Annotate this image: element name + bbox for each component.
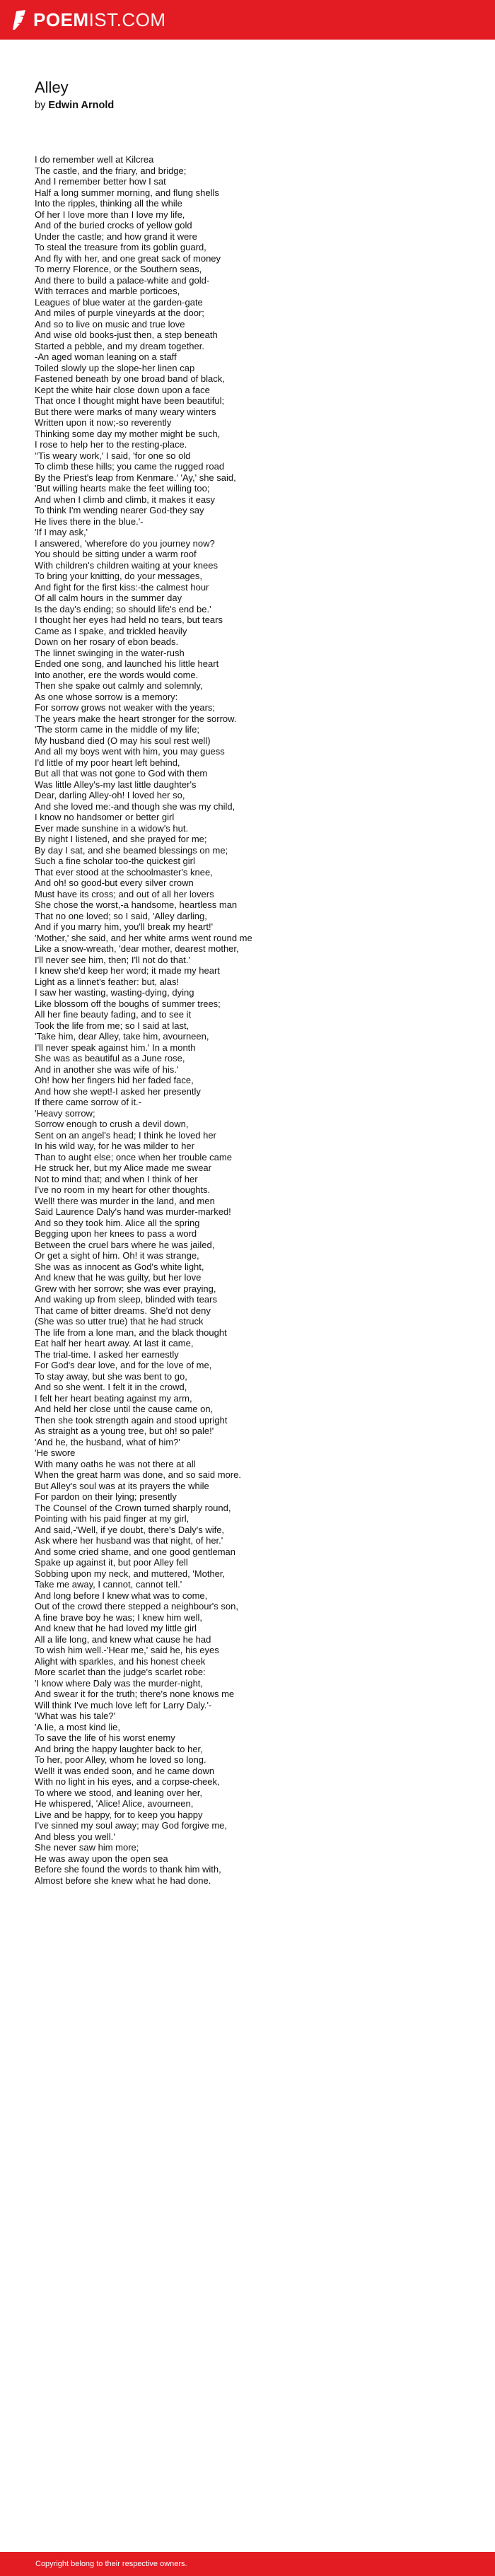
poem-line: And bring the happy laughter back to her,: [35, 1743, 203, 1754]
poem-line: To save the life of his worst enemy: [35, 1732, 175, 1743]
poem-line: He was away upon the open sea: [35, 1853, 168, 1864]
poem-line: And held her close until the cause came on,: [35, 1404, 214, 1414]
poem-line: Than to aught else; once when her trouble came: [35, 1151, 232, 1162]
poem-line: And she loved me:-and though she was my child,: [35, 800, 235, 812]
poem-line: Sobbing upon my neck, and muttered, 'Mother,: [35, 1568, 226, 1579]
poem-line: Kept the white hair close down upon a face: [35, 384, 210, 395]
poem-line: All her fine beauty fading, and to see it: [35, 1009, 192, 1020]
poem-line: And so to live on music and true love: [35, 318, 185, 330]
poem-line: Eat half her heart away. At last it came,: [35, 1338, 194, 1348]
poem-line: You should be sitting under a warm roof: [35, 549, 197, 559]
poem-line: Then she spake out calmly and solemnly,: [35, 680, 203, 691]
poem-line: Fastened beneath by one broad band of black,: [35, 373, 225, 384]
poem-line: I'll never see him, then; I'll not do that.': [35, 954, 190, 965]
site-header: [0, 0, 495, 40]
poem-line: Under the castle; and how grand it were: [35, 231, 197, 242]
poem-line: More scarlet than the judge's scarlet robe:: [35, 1667, 206, 1677]
poem-line: I thought her eyes had held no tears, but tears: [35, 614, 223, 625]
poem-line: She never saw him more;: [35, 1842, 139, 1853]
poem-line: Alight with sparkles, and his honest cheek: [35, 1655, 206, 1667]
poem-line: To steal the treasure from its goblin guard,: [35, 242, 206, 252]
poem-line: And if you marry him, you'll break my heart!': [35, 921, 214, 932]
poem-line: Before she found the words to thank him with,: [35, 1864, 221, 1875]
poem-line: Begging upon her knees to pass a word: [35, 1228, 197, 1239]
poem-line: I saw her wasting, wasting-dying, dying: [35, 987, 194, 998]
poem-line: To merry Florence, or the Southern seas,: [35, 264, 202, 274]
poem-title: Alley: [35, 78, 69, 96]
poem-line: That ever stood at the schoolmaster's knee,: [35, 866, 213, 878]
poem-line: Thinking some day my mother might be such,: [35, 428, 221, 439]
poem-line: 'Mother,' she said, and her white arms went round me: [35, 932, 252, 943]
poem-line: With terraces and marble porticoes,: [35, 286, 180, 296]
poem-line: Well! it was ended soon, and he came down: [35, 1765, 215, 1776]
poem-line: I'll never speak against him.' In a month: [35, 1042, 196, 1053]
poem-line: Out of the crowd there stepped a neighbour's son,: [35, 1601, 238, 1612]
poem-line: Take me away, I cannot, cannot tell.': [35, 1579, 182, 1590]
poem-line: And said,-'Well, if ye doubt, there's Daly's wife,: [35, 1524, 225, 1535]
poem-line: Written upon it now;-so reverently: [35, 417, 172, 428]
poem-line: I do remember well at Kilcrea: [35, 154, 154, 165]
poem-line: Live and be happy, for to keep you happy: [35, 1809, 203, 1820]
poem-line: My husband died (O may his soul rest well): [35, 735, 211, 746]
quill-logo-icon: [10, 8, 28, 31]
poem-line: For sorrow grows not weaker with the years;: [35, 702, 216, 713]
poem-line: And knew that he had loved my little girl: [35, 1623, 197, 1633]
poem-line: (She was so utter true) that he had struck: [35, 1316, 204, 1327]
poem-line: And miles of purple vineyards at the door;: [35, 308, 204, 318]
poem-line: To think I'm wending nearer God-they say: [35, 505, 204, 515]
poem-line: She chose the worst,-a handsome, heartless man: [35, 899, 238, 910]
poem-line: Will think I've much love left for Larry Daly.'-: [35, 1699, 212, 1710]
poem-line: Must have its cross; and out of all her lovers: [35, 888, 214, 899]
logo-text-bold: POEM: [33, 9, 89, 30]
poem-line: By night I listened, and she prayed for me;: [35, 834, 207, 844]
poem-line: Then she took strength again and stood upright: [35, 1414, 228, 1426]
poem-line: 'Heavy sorrow;: [35, 1107, 95, 1119]
poem-line: I answered, 'wherefore do you journey now?: [35, 537, 215, 549]
poem-line: And wise old books-just then, a step beneath: [35, 330, 218, 340]
poem-line: I know no handsomer or better girl: [35, 812, 175, 822]
site-footer: [0, 2552, 495, 2576]
poem-line: Almost before she knew what he had done.: [35, 1875, 211, 1886]
poem-line: As straight as a young tree, but oh! so pale!': [35, 1426, 214, 1436]
poem-line: Toiled slowly up the slope-her linen cap: [35, 362, 195, 373]
poem-line: Or get a sight of him. Oh! it was strange,: [35, 1250, 199, 1261]
poem-line: And when I climb and climb, it makes it easy: [35, 494, 216, 505]
poem-line: Well! there was murder in the land, and men: [35, 1195, 215, 1206]
poem-line: The years make the heart stronger for the sorrow.: [35, 713, 237, 724]
poem-line: That no one loved; so I said, 'Alley darling,: [35, 910, 207, 921]
poem-line: Into the ripples, thinking all the while: [35, 198, 182, 209]
poem-line: Like blossom off the boughs of summer trees;: [35, 998, 221, 1009]
poem-line: And how she wept!-I asked her presently: [35, 1085, 201, 1097]
poem-line: When the great harm was done, and so said more.: [35, 1469, 241, 1480]
poem-line: Into another, ere the words would come.: [35, 669, 199, 680]
poem-line: I rose to help her to the resting-place.: [35, 439, 187, 450]
poem-line: As one whose sorrow is a memory:: [35, 691, 178, 702]
poem-line: 'The storm came in the middle of my life;: [35, 724, 199, 735]
poem-line: The trial-time. I asked her earnestly: [35, 1348, 179, 1360]
poem-line: Ask where her husband was that night, of her.': [35, 1535, 223, 1546]
poem-line: And swear it for the truth; there's none knows me: [35, 1689, 235, 1699]
poem-line: And all my boys went with him, you may guess: [35, 746, 225, 757]
poem-line: And oh! so good-but every silver crown: [35, 878, 194, 888]
poem-line: I've sinned my soul away; may God forgive me,: [35, 1820, 227, 1831]
poem-body: [35, 154, 473, 1886]
poem-line: But all that was not gone to God with them: [35, 768, 208, 779]
poem-line: And so they took him. Alice all the spring: [35, 1217, 200, 1228]
poem-line: He lives there in the blue.'-: [35, 515, 144, 527]
poem-line: With no light in his eyes, and a corpse-cheek,: [35, 1776, 220, 1787]
poem-line: Not to mind that; and when I think of her: [35, 1173, 198, 1184]
poem-line: She was as beautiful as a June rose,: [35, 1053, 185, 1063]
poem-line: The linnet swinging in the water-rush: [35, 647, 185, 658]
poem-line: Down on her rosary of ebon beads.: [35, 636, 179, 647]
poem-line: Such a fine scholar too-the quickest girl: [35, 856, 195, 866]
poem-line: And some cried shame, and one good gentleman: [35, 1546, 236, 1557]
poem-header: [35, 78, 473, 112]
poem-line: But Alley's soul was at its prayers the while: [35, 1480, 209, 1491]
poem-line: To where we stood, and leaning over her,: [35, 1787, 203, 1798]
poem-line: He whispered, 'Alice! Alice, avourneen,: [35, 1798, 194, 1809]
poem-byline: [35, 99, 473, 112]
site-logo-text: [33, 8, 166, 32]
poem-line: For God's dear love, and for the love of me,: [35, 1360, 212, 1370]
poem-line: With children's children waiting at your knees: [35, 559, 218, 571]
poem-line: Oh! how her fingers hid her faded face,: [35, 1075, 194, 1085]
logo-text-rest: IST.COM: [88, 9, 166, 30]
poem-line: 'But willing hearts make the feet willing too;: [35, 483, 210, 494]
poem-line: Ever made sunshine in a widow's hut.: [35, 822, 189, 834]
poem-line: To her, poor Alley, whom he loved so long.: [35, 1754, 206, 1765]
poem-line: 'A lie, a most kind lie,: [35, 1721, 120, 1732]
copyright-text: Copyright belong to their respective owners.: [35, 2560, 187, 2568]
author-link[interactable]: Edwin Arnold: [48, 100, 115, 111]
site-logo-link[interactable]: [10, 8, 166, 32]
poem-line: Of her I love more than I love my life,: [35, 209, 185, 220]
poem-line: 'He swore: [35, 1447, 76, 1458]
poem-line: And waking up from sleep, blinded with tears: [35, 1294, 217, 1305]
poem-line: And knew that he was guilty, but her love: [35, 1272, 202, 1283]
poem-line: And fight for the first kiss:-the calmest hour: [35, 581, 209, 593]
poem-line: I've no room in my heart for other thoughts.: [35, 1184, 211, 1195]
poem-line: He struck her, but my Alice made me swear: [35, 1162, 211, 1173]
poem-line: I knew she'd keep her word; it made my heart: [35, 965, 220, 976]
poem-line: Half a long summer morning, and flung shells: [35, 187, 219, 198]
poem-line: -An aged woman leaning on a staff: [35, 351, 177, 362]
poem-line: ''Tis weary work,' I said, 'for one so old: [35, 450, 191, 461]
poem-line: The castle, and the friary, and bridge;: [35, 165, 187, 176]
poem-line: And long before I knew what was to come,: [35, 1590, 208, 1601]
poem-line: I felt her heart beating against my arm,: [35, 1392, 192, 1404]
poem-line: Light as a linnet's feather: but, alas!: [35, 976, 180, 987]
poem-line: To stay away, but she was bent to go,: [35, 1370, 187, 1382]
poem-line: And I remember better how I sat: [35, 176, 166, 187]
poem-line: Took the life from me; so I said at last,: [35, 1020, 190, 1031]
poem-line: By the Priest's leap from Kenmare.' 'Ay,' she said,: [35, 472, 236, 483]
poem-line: Was little Alley's-my last little daughter's: [35, 779, 197, 790]
poem-line: Between the cruel bars where he was jailed,: [35, 1239, 215, 1250]
poem-line: Leagues of blue water at the garden-gate: [35, 296, 203, 308]
poem-line: Grew with her sorrow; she was ever praying,: [35, 1283, 216, 1294]
poem-line: All a life long, and knew what cause he had: [35, 1633, 211, 1645]
poem-line: Started a pebble, and my dream together.: [35, 340, 204, 351]
poem-line: Said Laurence Daly's hand was murder-marked!: [35, 1206, 231, 1217]
poem-line: The Counsel of the Crown turned sharply round,: [35, 1502, 231, 1513]
poem-line: In his wild way, for he was milder to her: [35, 1141, 194, 1151]
poem-line: Of all calm hours in the summer day: [35, 593, 182, 603]
poem-line: To bring your knitting, do your messages,: [35, 571, 203, 581]
poem-line: Spake up against it, but poor Alley fell: [35, 1557, 188, 1568]
poem-line: To climb these hills; you came the rugged road: [35, 461, 225, 472]
poem-line: If there came sorrow of it.-: [35, 1097, 141, 1107]
poem-line: 'Take him, dear Alley, take him, avourneen,: [35, 1031, 209, 1042]
poem-line: To wish him well.-'Hear me,' said he, his eyes: [35, 1645, 219, 1655]
poem-line: For pardon on their lying; presently: [35, 1491, 177, 1502]
poem-line: Is the day's ending; so should life's end be.': [35, 603, 211, 614]
poem-line: Ended one song, and launched his little heart: [35, 658, 219, 669]
poem-line: That once I thought might have been beautiful;: [35, 395, 225, 406]
poem-line: Sorrow enough to crush a devil down,: [35, 1119, 189, 1129]
poem-line: 'What was his tale?': [35, 1710, 116, 1721]
poem-line: And so she went. I felt it in the crowd,: [35, 1382, 187, 1392]
poem-line: Came as I spake, and trickled heavily: [35, 625, 187, 636]
poem-line: A fine brave boy he was; I knew him well,: [35, 1612, 203, 1623]
poem-line: And there to build a palace-white and gold-: [35, 274, 210, 286]
poem-line: Sent on an angel's head; I think he loved her: [35, 1129, 216, 1141]
poem-line: She was as innocent as God's white light,: [35, 1261, 204, 1272]
poem-line: Like a snow-wreath, 'dear mother, dearest mother,: [35, 943, 239, 954]
poem-line: The life from a lone man, and the black thought: [35, 1327, 227, 1338]
poem-line: And bless you well.': [35, 1831, 115, 1842]
poem-line: That came of bitter dreams. She'd not deny: [35, 1305, 211, 1316]
by-label: by: [35, 100, 46, 111]
poem-line: 'And he, the husband, what of him?': [35, 1436, 180, 1447]
poem-line: And in another she was wife of his.': [35, 1063, 179, 1075]
poem-line: And of the buried crocks of yellow gold: [35, 220, 192, 231]
poem-line: With many oaths he was not there at all: [35, 1458, 196, 1469]
poem-line: But there were marks of many weary winters: [35, 406, 216, 417]
poem-line: 'If I may ask,': [35, 527, 88, 537]
poem-line: I'd little of my poor heart left behind,: [35, 757, 180, 768]
poem-line: And fly with her, and one great sack of money: [35, 252, 221, 264]
poem-line: 'I know where Daly was the murder-night,: [35, 1677, 204, 1689]
poem-line: Dear, darling Alley-oh! I loved her so,: [35, 790, 185, 800]
poem-line: By day I sat, and she beamed blessings on me;: [35, 844, 228, 856]
poem-line: Pointing with his paid finger at my girl,: [35, 1513, 190, 1524]
